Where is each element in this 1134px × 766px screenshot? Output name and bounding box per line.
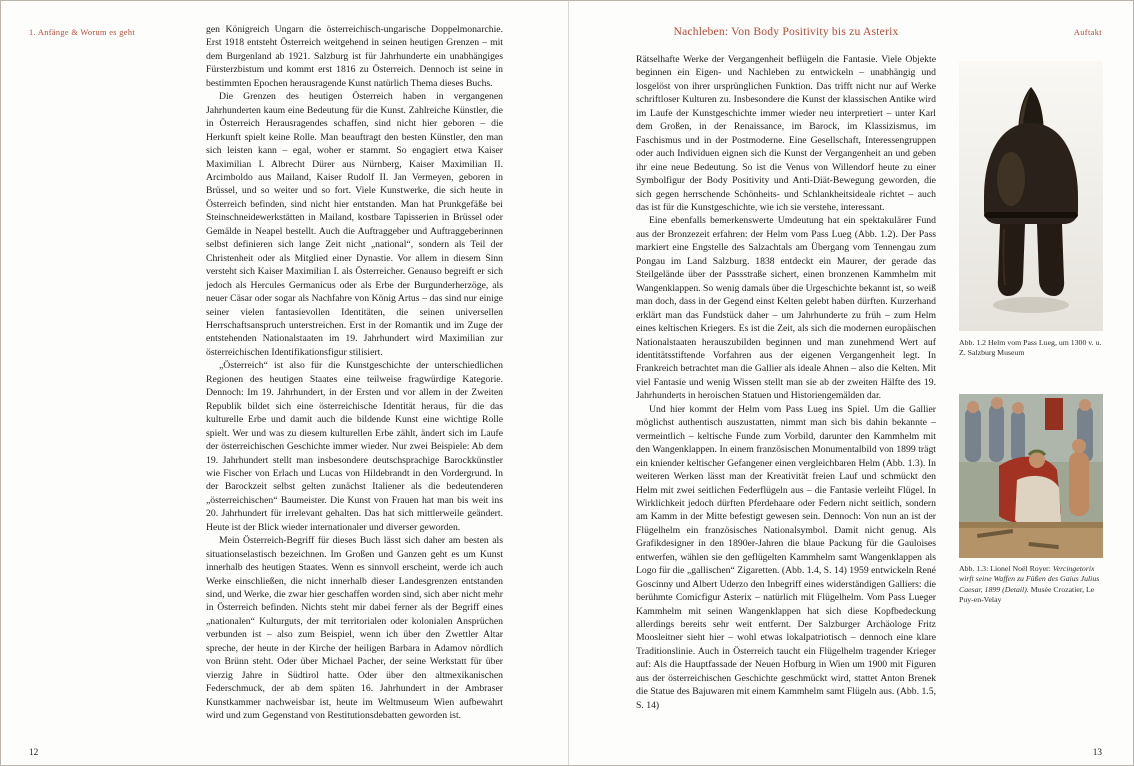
bronze-helmet-illustration [959, 61, 1103, 331]
left-text-column [206, 23, 503, 756]
vercingetorix-painting-illustration [959, 394, 1103, 558]
figure-helmet-photo [959, 61, 1103, 331]
body-paragraph: Und hier kommt der Helm vom Pass Lueg ins Spiel. Um die Gallier möglichst authentisch auszustatten, nimmt man sich bis dahin bekannte – vermeintlich – keltische Funde zum Vorbild, darunter den Kammhelm mit den Wangenklappen. In einem französischen Monumentalbild von 1899 trägt ein kniender keltischer Gefangener einen vergleichbaren Helm (Abb. 1.3). In weiteren Werken lässt man der Kreativität freien Lauf und schmückt den Helm mit zwei seitlichen Federflügeln aus – die Fantasie verleiht Flügel. In Wirklichkeit jedoch dürften Pferdehaare oder Federn nicht seitlich, sondern am Kamm in der Mitte befestigt gewesen sein. Dennoch: Von nun an ist der Flügelhelm ein französisches Nationalsymbol. Damit nicht genug. Als Grafikdesigner in den 1890er-Jahren die blaue Packung für die Gauloises entwerfen, wählen sie den geflügelten Kammhelm samt Wangenklappen als Logo für die „gallischen“ Zigaretten. (Abb. 1.4, S. 14) 1959 entwickeln René Goscinny und Albert Uderzo den Inbegriff eines widerständigen Galliers: die berühmte Comicfigur Asterix – natürlich mit Flügelhelm. Vom Pass Lueger Kammhelm mit seinen Wangenklappen hat sich diese Kopfbedeckung allerdings bereits sehr weit entfernt. Der Salzburger Archäologe Fritz Moosleitner sieht hier – wohl etwas lokalpatriotisch – dennoch eine klare Traditionslinie. Auch in Österreich taucht ein Flügelhelm tragender Krieger auf: Als die Hauptfassade der Neuen Hofburg in Wien um 1900 mit Figuren aus der österreichischen Geschichte geschmückt wird, stattet Anton Brenek die Statue des Bajuwaren mit einem Kammhelm samt Flügeln aus. (Abb. 1.5, S. 14) [636, 403, 936, 711]
figure-painting [959, 394, 1103, 558]
right-text-column [636, 53, 936, 743]
body-paragraph: Rätselhafte Werke der Vergangenheit beflügeln die Fantasie. Viele Objekte beginnen ein Eigen- und Nachleben zu entwickeln – unabhängig und losgelöst von ihrer ursprünglichen Funktion. Das trifft nicht nur auf Werke schriftloser Kulturen zu. Insbesondere die Kunst der klassischen Antike wird im Laufe der Kunstgeschichte immer wieder neu interpretiert – unter Karl dem Großen, in der Renaissance, im Barock, im Klassizismus, im Faschismus und in der Postmoderne. Eine Gesellschaft, Interessengruppen oder auch Individuen eignen sich die Kunst der Vergangenheit an und geben ihr eine neue Bedeutung. So ist die Venus von Willendorf heute zu einer Symbolfigur der Body Positivity und Anti-Diät-Bewegung geworden, die sich gegen herrschende Schönheits- und Schlankheitsideale richtet – auch das ist für die Kunstgeschichte, wie ich sie verstehe, interessant. [636, 54, 936, 213]
running-head-title: Nachleben: Von Body Positivity bis zu Asterix [673, 25, 899, 38]
caption-credit: Musée Crozatier, Le Puy-en-Velay [959, 584, 1095, 605]
body-paragraph: Mein Österreich-Begriff für dieses Buch lässt sich daher am besten als situationselastisch bezeichnen. Im Großen und Ganzen geht es um Kunst innerhalb des heutigen Staates. Wenn es sinnvoll erscheint, werde ich auch Werke einschließen, die nicht innerhalb dieser Landesgrenzen entstanden sind, und Werke, die zwar hier geschaffen worden sind, sich aber nicht mehr in Österreich befinden. Nichts steht mir dabei ferner als der Begriff eines „nationalen“ Kulturguts, der mit territorialen oder kolonialen Ansprüchen verbunden ist – also zum Beispiel, wenn ich über den Zwettler Altar spreche, der heute in der Kirche der heiligen Barbara in Adamov nördlich von Brünn steht. Oder über Michael Pacher, der seine Werkstatt für über vierzig Jahre in Südtirol hatte. Oder über den altmexikanischen Federschmuck, der ab dem späten 16. Jahrhundert in der Ambraser Kunstkammer nachweisbar ist, heute im Weltmuseum Wien aufbewahrt wird und zum Gegenstand von Restitutionsdebatten geworden ist. [206, 535, 503, 722]
body-paragraph: Eine ebenfalls bemerkenswerte Umdeutung hat ein spektakulärer Fund aus der Bronzezeit erfahren: der Helm vom Pass Lueg (Abb. 1.2). Der Pass markiert eine Engstelle des Salzachtals am Übergang vom Tennengau zum Pongau im Land Salzburg. 1838 entdeckt ein Maurer, der gerade das Steilgelände über der Passstraße sichert, einen bronzenen Kammhelm mit Wangenklappen. So wenig damals über die Urgeschichte bekannt ist, so weiß man doch, dass in der Gegend einst Kelten gelebt haben dürften. Kurzerhand erklärt man das Fundstück daher – um Jahrhunderte zu früh – zum Helm eines keltischen Kriegers. Es ist die Zeit, als sich die modernen europäischen Nationalstaaten herauszubilden beginnen und man zunehmend Wert auf identitätsstiftende Vorfahren aus der eigenen Vergangenheit legt. In Frankreich betrachtet man die Gallier als ideale Ahnen – also die Kelten. Mit viel Fantasie und wenig Wissen stellt man sie ab der zweiten Hälfte des 19. Jahrhunderts in heroischen Statuen und Historiengemälden dar. [636, 215, 936, 402]
body-paragraph: Die Grenzen des heutigen Österreich haben in vergangenen Jahrhunderten kaum eine Bedeutung für die Kunst. Zahlreiche Künstler, die in Österreich Herausragendes schaffen, sind nicht hier geboren – die Herkunft spielt keine Rolle. Man beauftragt den besten Künstler, den man sich leisten kann – egal, woher er stammt. So engagiert etwa Kaiser Maximilian I. Albrecht Dürer aus Nürnberg, Kaiser Maximilian II. Arcimboldo aus Mailand, Kaiser Rudolf II. Jan Vermeyen, geboren in Brüssel, und so weiter und so fort. Viele Kunstwerke, die sich heute in Österreich befinden, sind nicht hier entstanden. Man hat Prunkgefäße bei Steinschneidewerkstätten in Mailand, kostbare Tapisserien in Brüssel oder Gemälde in Neapel bestellt. Auch die Auftraggeber und Auftraggeberinnen selbst definieren sich lange Zeit nicht „national“, sondern als Teil der Christenheit oder als Mitglied einer Dynastie. Vor allem in diesem Sinn versteht sich Kaiser Maximilian I. als Österreicher. Genauso begreift er sich jedoch als Hercules Germanicus oder als Erbe der Burgunderherzöge, als neuer Cäsar oder sogar als Nachfahre von König Artus – das sind nur einige seiner vielen fantasievollen Identitäten, die seinen universellen Herrschaftsanspruch unterstreichen. Erst in der Romantik und im Zuge der entstehenden Nationalstaaten im 19. Jahrhundert wird Maximilian zur österreichischen Identifikationsfigur stilisiert. [206, 91, 503, 358]
body-paragraph: „Österreich“ ist also für die Kunstgeschichte der unterschiedlichen Regionen des heutigen Staates eine teilweise fragwürdige Kategorie. Dennoch: Im 19. Jahrhundert, in der Ersten und vor allem in der Zweiten Republik bildet sich eine österreichische Identität heraus, für die das kulturelle Erbe und damit auch die bildende Kunst eine wichtige Rolle spielt. Wer und was zu diesem kulturellen Erbe zählt, ändert sich im Laufe der österreichischen Geschichte immer wieder. Nur zwei Beispiele: Ab dem 19. Jahrhundert stellt man insbesondere deutschsprachige Barockkünstler wie Fischer von Erlach und Lucas von Hildebrandt in den Vordergrund. In der Barockzeit selbst gelten zunächst Italiener als die bedeutenderen „österreichischen“ Baumeister. Die Kunst von Frauen hat man bis weit ins 20. Jahrhundert für irrelevant gehalten. Das hat sich mittlerweile geändert. Heute ist der Blick wieder internationaler und diverser geworden. [206, 360, 503, 533]
page-gutter-divider [568, 1, 569, 765]
caption-label: Abb. 1.3: Lionel Noël Royer: [959, 564, 1051, 573]
figure-caption: Abb. 1.2 Helm vom Pass Lueg, um 1300 v. u. Z. Salzburg Museum [959, 338, 1102, 358]
page-number-left: 12 [29, 748, 39, 758]
page-number-right: 13 [1092, 748, 1102, 758]
body-paragraph: gen Königreich Ungarn die österreichisch-ungarische Doppelmonarchie. Erst 1918 entsteht Österreich weitgehend in seinen heutigen Grenzen – mit dem Burgenland ab 1921. Salzburg ist für Jahrhunderte ein unabhängiges Fürsterzbistum und kommt erst 1816 zu Österreich. Dennoch ist seine in bestimmten Epochen herausragende Kunst natürlich Thema dieses Buchs. [206, 24, 503, 89]
figure-caption [959, 564, 1109, 606]
running-head-chapter: 1. Anfänge & Worum es geht [29, 28, 135, 37]
caption-artwork-title: Vercingetorix wirft seine Waffen zu Füßen des Gaius Julius Caesar, 1899 (Detail). [959, 564, 1100, 594]
running-head-section: Auftakt [1073, 28, 1102, 37]
